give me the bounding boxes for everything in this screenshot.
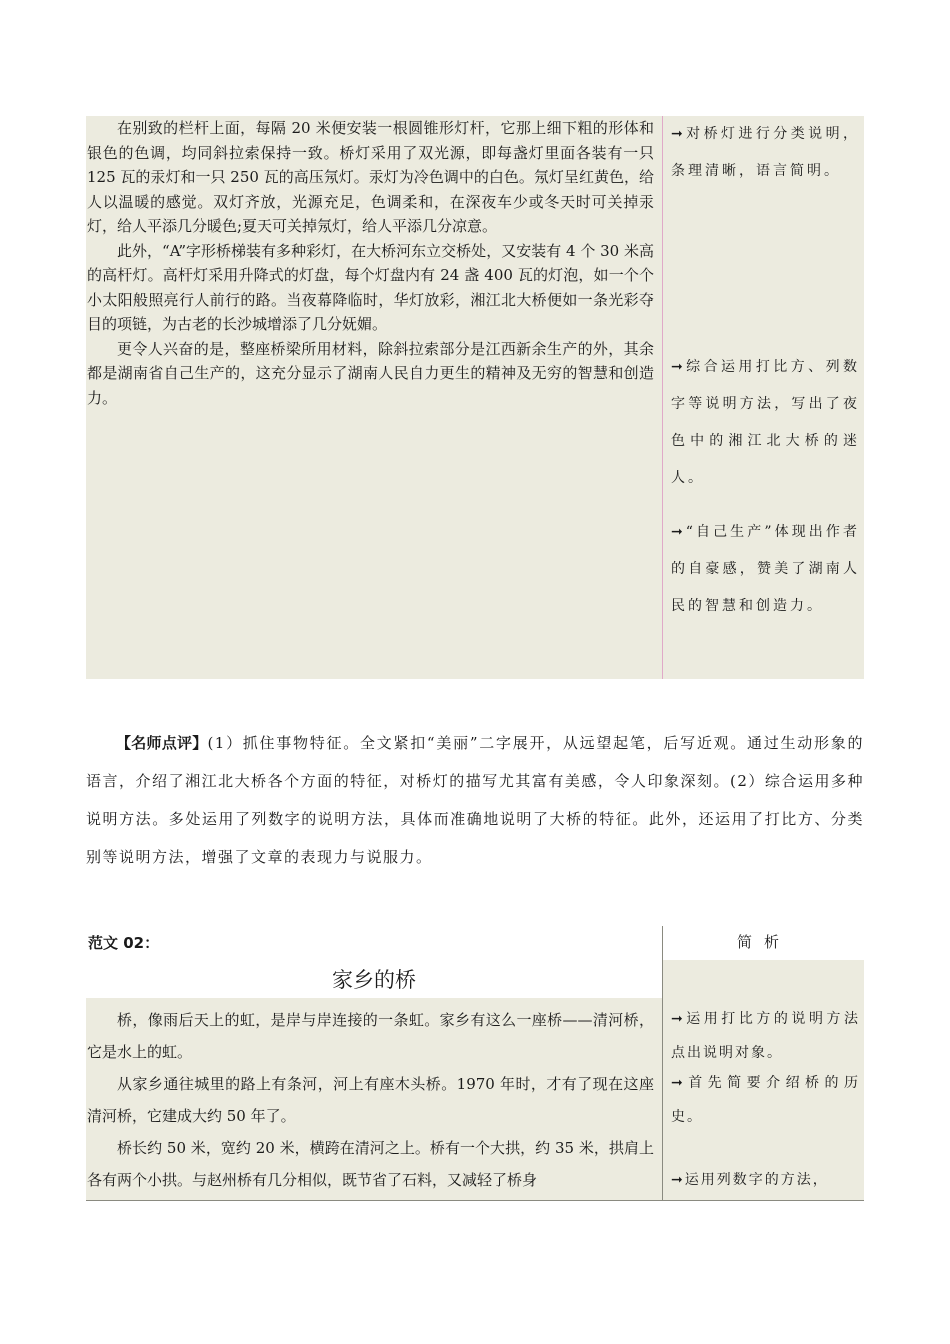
analysis-note: ➞运用列数字的方法， <box>671 1172 829 1188</box>
analysis-title-cell <box>663 960 864 998</box>
essay-table-1 <box>86 116 864 679</box>
essay-paragraph: 桥，像雨后天上的虹，是岸与岸连接的一条虹。家乡有这么一座桥——清河桥，它是水上的虹。 <box>87 1011 654 1061</box>
essay-paragraph: 从家乡通往城里的路上有条河，河上有座木头桥。1970 年时，才有了现在这座清河桥，它建成大约 50 年了。 <box>87 1075 654 1125</box>
review-text: (1）抓住事物特征。全文紧扣“美丽”二字展开，从远望起笔，后写近观。通过生动形象的语言，介绍了湘江北大桥各个方面的特征，对桥灯的描写尤其富有美感，令人印象深刻。(2）综合运用多种说明方法。多处运用了列数字的说明方法，具体而准确地说明了大桥的特征。此外，还运用了打比方、分类别等说明方法，增强了文章的表现力与说服力。 <box>86 734 864 866</box>
column-divider <box>662 926 663 1201</box>
teacher-review <box>86 724 864 876</box>
essay-number-label: 范文 02： <box>88 934 160 952</box>
analysis-note: ➞对桥灯进行分类说明，条理清晰，语言简明。 <box>671 126 860 179</box>
analysis-note: ➞综合运用打比方、列数字等说明方法，写出了夜色中的湘江北大桥的迷人。 <box>671 359 860 486</box>
review-label: 【名师点评】 <box>116 734 208 752</box>
essay-title-row <box>86 960 662 998</box>
analysis-header: 简析 <box>736 933 791 951</box>
table-header-row <box>86 926 864 960</box>
essay-text-column <box>86 1004 662 1196</box>
table-bottom-border <box>86 1200 864 1201</box>
analysis-note: ➞首先简要介绍桥的历史。 <box>671 1075 860 1125</box>
essay-table-2 <box>86 926 864 1201</box>
column-divider <box>662 116 663 679</box>
essay-paragraph: 桥长约 50 米，宽约 20 米，横跨在清河之上。桥有一个大拱，约 35 米，拱肩上各有两个小拱。与赵州桥有几分相似，既节省了石料，又减轻了桥身 <box>87 1139 654 1189</box>
essay-text-column <box>86 116 662 410</box>
essay-paragraph: 在别致的栏杆上面，每隔 20 米便安装一根圆锥形灯杆，它那上细下粗的形体和银色的色调，均同斜拉索保持一致。桥灯采用了双光源，即每盏灯里面各装有一只 125 瓦的汞灯和一只 250 瓦的高压氖灯。汞灯为冷色调中的白色。氖灯呈红黄色，给人以温暖的感觉。双灯齐放，光源充足，色调柔和，在深夜车少或冬天时可关掉汞灯，给人平添几分暖色;夏天可关掉氖灯，给人平添几分凉意。 <box>87 119 654 235</box>
essay-paragraph: 此外，“A”字形桥梯装有多种彩灯，在大桥河东立交桥处，又安装有 4 个 30 米高的高杆灯。高杆灯采用升降式的灯盘，每个灯盘内有 24 盏 400 瓦的灯泡，如一个个小太阳般照亮行人前行的路。当夜幕降临时，华灯放彩，湘江北大桥便如一条光彩夺目的项链，为古老的长沙城增添了几分妩媚。 <box>87 241 654 333</box>
essay-title: 家乡的桥 <box>332 968 416 992</box>
essay-paragraph: 更令人兴奋的是，整座桥梁所用材料，除斜拉索部分是江西新余生产的外，其余都是湖南省自己生产的，这充分显示了湖南人民自力更生的精神及无穷的智慧和创造力。 <box>87 339 654 407</box>
analysis-note: ➞“自己生产”体现出作者的自豪感，赞美了湖南人民的智慧和创造力。 <box>671 524 860 614</box>
analysis-note: ➞运用打比方的说明方法点出说明对象。 <box>671 1011 860 1061</box>
